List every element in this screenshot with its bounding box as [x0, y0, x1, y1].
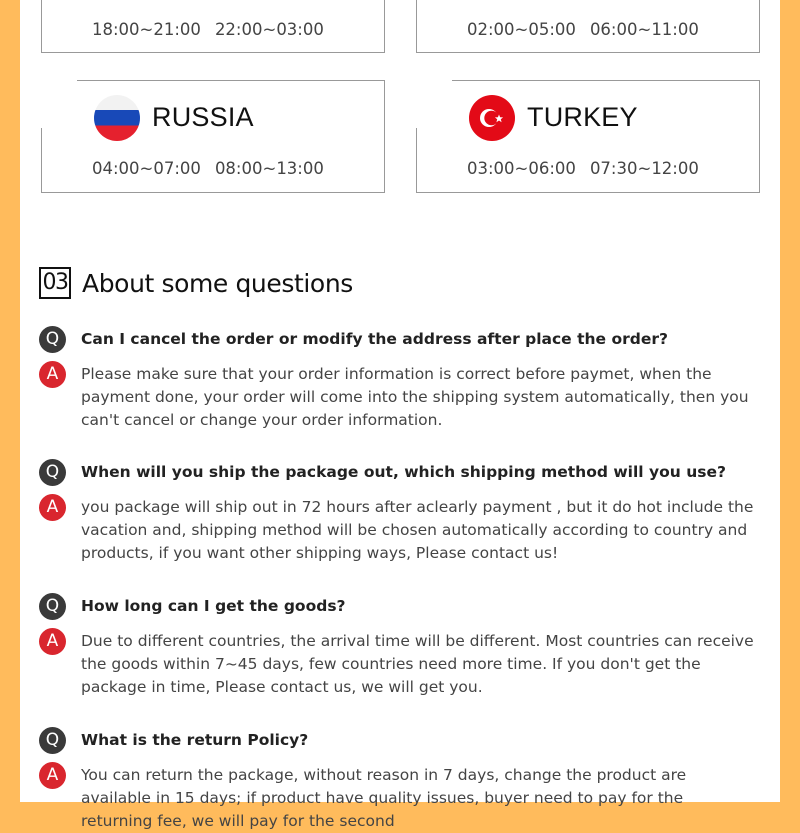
answer-badge: A: [39, 494, 66, 521]
delivery-times: [467, 20, 699, 39]
question-text: Can I cancel the order or modify the address after place the order?: [81, 330, 668, 348]
delivery-times: [92, 20, 324, 39]
turkey-flag-icon: [469, 95, 515, 141]
faq-item: [39, 593, 759, 699]
question-text: How long can I get the goods?: [81, 597, 346, 615]
faq-item: [39, 459, 759, 565]
delivery-times: [92, 159, 324, 178]
answer-text: you package will ship out in 72 hours after aclearly payment , but it do hot include the vacation and, shipping method will be chosen automatically according to country and products, if you want other shipping ways, Please contact us!: [81, 498, 754, 562]
question-text: What is the return Policy?: [81, 731, 309, 749]
country-card-top-right: [416, 0, 760, 53]
question-text: When will you ship the package out, which shipping method will you use?: [81, 463, 726, 481]
page-content: [20, 0, 780, 830]
answer-text: Please make sure that your order information is correct before paymet, when the payment done, your order will come into the shipping system automatically, then you can't cancel or change your order information.: [81, 365, 749, 429]
faq-item: [39, 326, 759, 432]
time-slot: 03:00~06:00: [467, 159, 576, 178]
country-card-turkey: [416, 80, 760, 193]
faq-item: [39, 727, 759, 833]
time-slot: 08:00~13:00: [214, 159, 324, 178]
answer-row: [39, 361, 759, 432]
answer-badge: A: [39, 361, 66, 388]
section-number: 03: [39, 267, 71, 299]
country-name: RUSSIA: [152, 102, 254, 132]
answer-text: You can return the package, without reason in 7 days, change the product are available in 15 days; if product have quality issues, buyer need to pay for the returning fee, we will pay for the second: [81, 766, 687, 830]
question-badge: Q: [39, 459, 66, 486]
question-row: [39, 326, 759, 353]
answer-badge: A: [39, 628, 66, 655]
section-title: About some questions: [82, 268, 353, 298]
answer-text: Due to different countries, the arrival time will be different. Most countries can receive the goods within 7~45 days, few countries need more time. If you don't get the package in time, Please contact us, we will get you.: [81, 632, 754, 696]
section-heading: [39, 266, 353, 300]
time-slot: 22:00~03:00: [214, 20, 324, 39]
question-row: [39, 727, 759, 754]
answer-row: [39, 762, 759, 833]
country-name: TURKEY: [527, 102, 638, 132]
time-slot: 18:00~21:00: [92, 20, 201, 39]
time-slot: 04:00~07:00: [92, 159, 201, 178]
answer-badge: A: [39, 762, 66, 789]
question-row: [39, 459, 759, 486]
answer-row: [39, 628, 759, 699]
country-card-russia: [41, 80, 385, 193]
question-badge: Q: [39, 727, 66, 754]
time-slot: 07:30~12:00: [589, 159, 699, 178]
question-badge: Q: [39, 326, 66, 353]
question-badge: Q: [39, 593, 66, 620]
answer-row: [39, 494, 759, 565]
question-row: [39, 593, 759, 620]
russia-flag-icon: [94, 95, 140, 141]
time-slot: 06:00~11:00: [589, 20, 699, 39]
country-card-top-left: [41, 0, 385, 53]
delivery-times: [467, 159, 699, 178]
time-slot: 02:00~05:00: [467, 20, 576, 39]
